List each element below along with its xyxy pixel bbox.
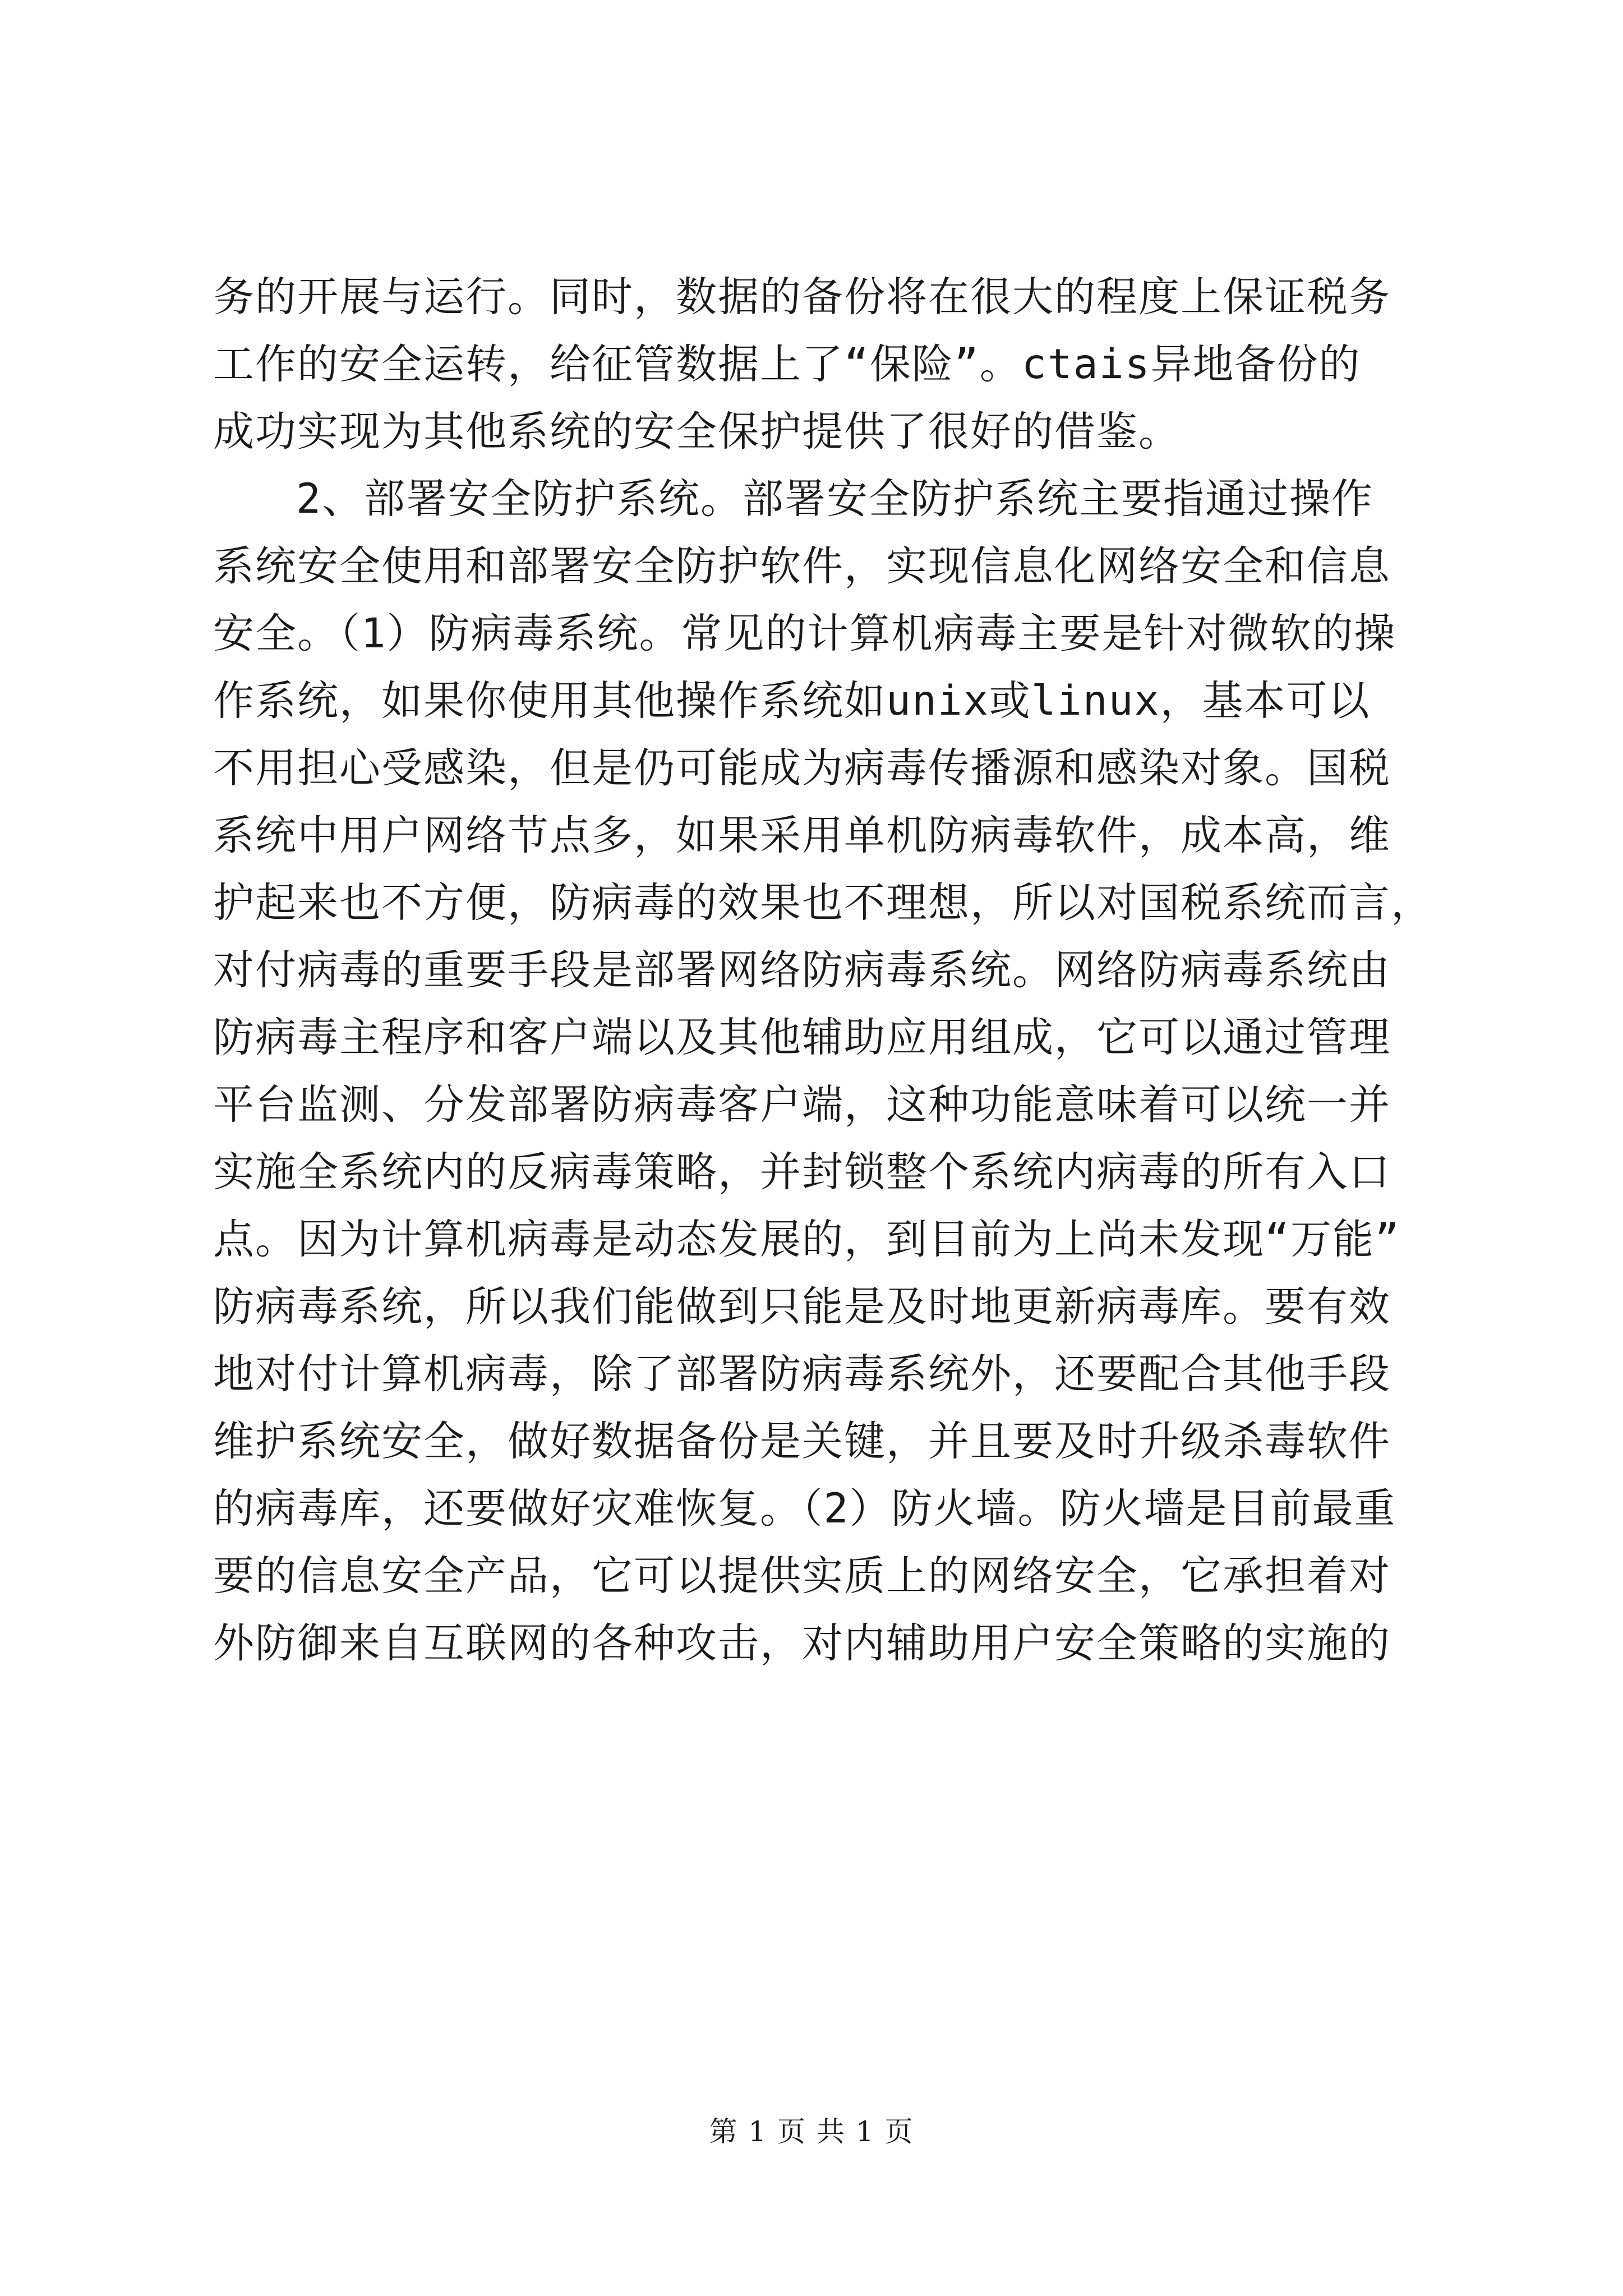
- text-line: 点。因为计算机病毒是动态发展的，到目前为上尚未发现“万能”: [213, 1216, 1400, 1263]
- text-line: 外防御来自互联网的各种攻击，对内辅助用户安全策略的实施的: [213, 1619, 1391, 1667]
- text-line: 作系统，如果你使用其他操作系统如unix或linux，基本可以: [213, 677, 1371, 725]
- text-line: 系统安全使用和部署安全防护软件，实现信息化网络安全和信息: [213, 542, 1391, 590]
- text-line: 对付病毒的重要手段是部署网络防病毒系统。网络防病毒系统由: [213, 946, 1391, 994]
- text-line: 护起来也不方便，防病毒的效果也不理想，所以对国税系统而言，: [213, 879, 1433, 927]
- paragraph-first-line: 2、部署安全防护系统。部署安全防护系统主要指通过操作: [296, 475, 1373, 523]
- text-line: 实施全系统内的反病毒策略，并封锁整个系统内病毒的所有入口: [213, 1148, 1391, 1196]
- text-line: 地对付计算机病毒，除了部署防病毒系统外，还要配合其他手段: [213, 1350, 1391, 1398]
- text-line: 平台监测、分发部署防病毒客户端，这种功能意味着可以统一并: [213, 1081, 1391, 1129]
- body-text: [213, 264, 1433, 1677]
- text-line: 安全。（1）防病毒系统。常见的计算机病毒主要是针对微软的操: [213, 610, 1396, 657]
- page-footer: [0, 2109, 1623, 2150]
- text-line: 务的开展与运行。同时，数据的备份将在很大的程度上保证税务: [213, 273, 1391, 321]
- page-number: 第 1 页 共 1 页: [709, 2115, 914, 2148]
- text-line: 防病毒系统，所以我们能做到只能是及时地更新病毒库。要有效: [213, 1283, 1391, 1331]
- text-line: 维护系统安全，做好数据备份是关键，并且要及时升级杀毒软件: [213, 1418, 1391, 1465]
- text-line: 成功实现为其他系统的安全保护提供了很好的借鉴。: [213, 408, 1181, 455]
- text-line: 工作的安全运转，给征管数据上了“保险”。ctais异地备份的: [213, 341, 1361, 388]
- text-line: 系统中用户网络节点多，如果采用单机防病毒软件，成本高，维: [213, 812, 1391, 859]
- text-line: 防病毒主程序和客户端以及其他辅助应用组成，它可以通过管理: [213, 1014, 1391, 1061]
- text-line: 要的信息安全产品，它可以提供实质上的网络安全，它承担着对: [213, 1552, 1391, 1600]
- text-line: 的病毒库，还要做好灾难恢复。（2）防火墙。防火墙是目前最重: [213, 1485, 1396, 1533]
- text-line: 不用担心受感染，但是仍可能成为病毒传播源和感染对象。国税: [213, 744, 1391, 792]
